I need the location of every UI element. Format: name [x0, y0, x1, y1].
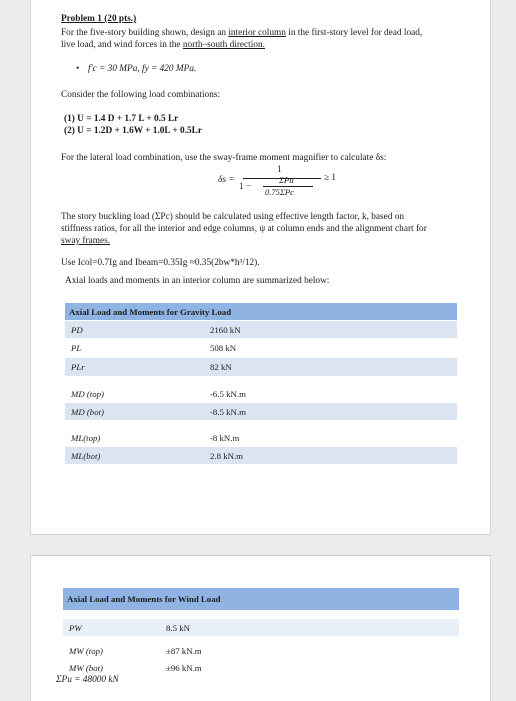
buckling-line-2: stiffness ratios, for all the interior and edge columns, ψ at column ends and the alignment chart for	[61, 224, 427, 234]
buckling-line-1: The story buckling load (ΣPc) should be calculated using effective length factor, k, based on	[61, 212, 405, 222]
table-row: MW (top) ±87 kN.m	[63, 643, 459, 659]
formula-inner-denominator: 0.75ΣPc	[265, 187, 294, 197]
table-spacer-row	[65, 377, 457, 385]
table-spacer-row	[63, 611, 459, 619]
gravity-table-header: Axial Load and Moments for Gravity Load	[65, 303, 457, 321]
formula-lhs: δs =	[218, 175, 235, 185]
bullet-icon: •	[76, 64, 80, 74]
formula-numerator: 1	[277, 165, 282, 175]
wind-load-table	[63, 588, 459, 677]
summary-text: Axial loads and moments in an interior column are summarized below:	[65, 276, 330, 286]
document-page-1	[30, 0, 491, 535]
formula-inner-numerator: ΣPu	[279, 175, 294, 185]
combos-intro: Consider the following load combinations:	[61, 90, 221, 100]
gravity-table-header-row	[65, 303, 457, 321]
table-row: PW 8.5 kN	[63, 619, 459, 637]
sum-pu-text: ΣPu = 48000 kN	[56, 675, 119, 685]
table-spacer-row	[65, 421, 457, 429]
problem-title: Problem 1 (20 pts.)	[61, 14, 137, 24]
table-row: ML(bot) 2.8 kN.m	[65, 447, 457, 465]
document-page-2	[30, 555, 491, 701]
table-row: PL 508 kN	[65, 339, 457, 358]
wind-table-header: Axial Load and Moments for Wind Load	[63, 588, 459, 611]
table-row: PD 2160 kN	[65, 321, 457, 339]
table-row: ML(top) -8 kN.m	[65, 429, 457, 447]
gravity-load-table	[65, 303, 457, 483]
buckling-line-3: sway frames.	[61, 236, 111, 246]
formula-rhs: ≥ 1	[324, 173, 337, 183]
wind-table-header-row	[63, 588, 459, 611]
lateral-text: For the lateral load combination, use the sway-frame moment magnifier to calculate δs:	[61, 153, 387, 163]
material-properties: f′c = 30 MPa, fy = 420 MPa.	[88, 64, 197, 74]
table-row: MD (top) -6.5 kN.m	[65, 385, 457, 403]
inertia-text: Use Icol=0.7Ig and Ibeam=0.35Ig ≈0.35(2bw*h³/12).	[61, 258, 260, 268]
load-combination-1: (1) U = 1.4 D + 1.7 L + 0.5 Lr	[64, 114, 179, 124]
table-row: MD (bot) -8.5 kN.m	[65, 403, 457, 421]
formula-denominator-prefix: 1 −	[239, 182, 252, 192]
table-spacer-row	[65, 465, 457, 483]
intro-line-1: For the five-story building shown, design an interior column in the first-story level for dead load,	[61, 28, 423, 38]
table-row: PLr 82 kN	[65, 358, 457, 377]
intro-line-2: live load, and wind forces in the north–south direction.	[61, 40, 265, 50]
load-combination-2: (2) U = 1.2D + 1.6W + 1.0L + 0.5Lr	[64, 126, 203, 136]
table-row: MW (bot) ±96 kN.m	[63, 659, 459, 677]
